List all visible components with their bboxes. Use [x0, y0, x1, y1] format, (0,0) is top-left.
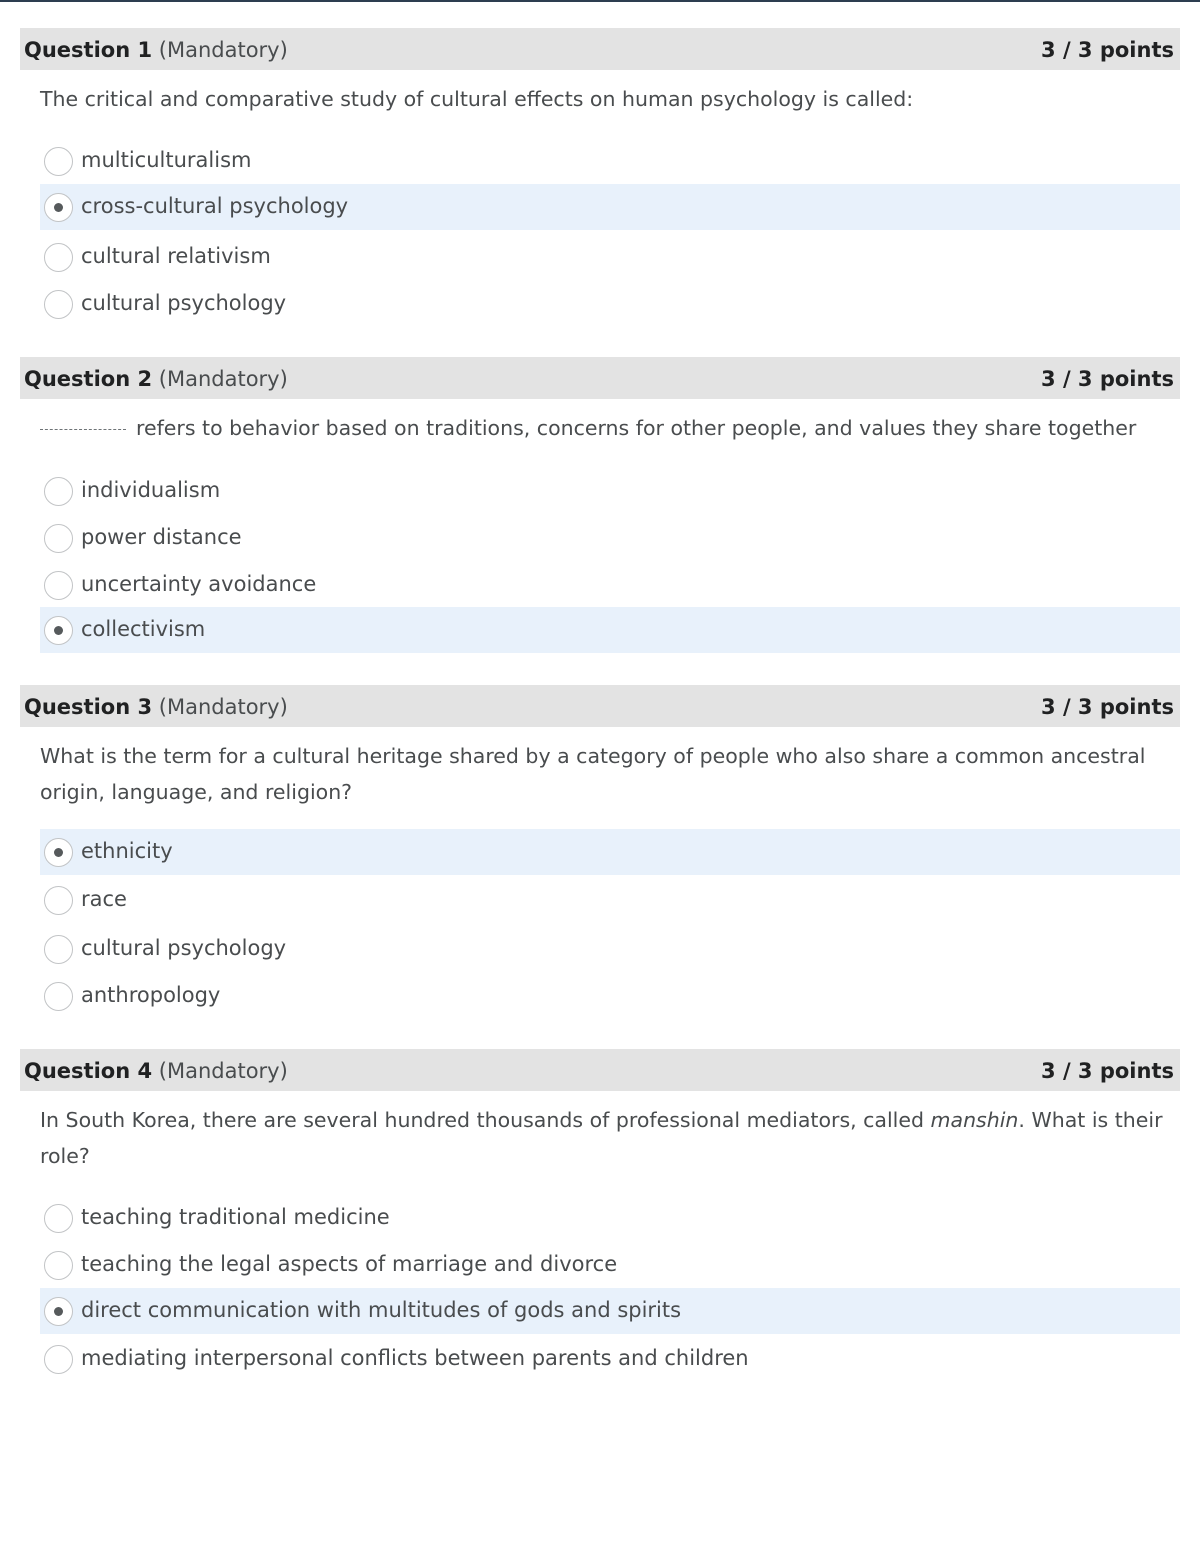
radio-button[interactable] [44, 886, 73, 915]
answer-option[interactable] [40, 973, 1180, 1019]
answer-label: uncertainty avoidance [81, 572, 317, 596]
radio-selected-dot [54, 1307, 63, 1316]
answer-label: direct communication with multitudes of gods and spirits [81, 1298, 682, 1322]
answer-label: teaching the legal aspects of marriage and divorce [81, 1252, 618, 1276]
answer-label: teaching traditional medicine [81, 1205, 390, 1229]
question-text-body: refers to behavior based on traditions, concerns for other people, and values they share together [136, 416, 1137, 440]
answer-option[interactable] [40, 515, 1180, 561]
question-title [24, 1059, 288, 1083]
question-text: What is the term for a cultural heritage shared by a category of people who also share a common ancestral origin, language, and religion? [40, 744, 1146, 804]
answer-label: ethnicity [81, 839, 173, 863]
radio-button[interactable] [44, 935, 73, 964]
question-text [40, 410, 1175, 446]
radio-button[interactable] [44, 1251, 73, 1280]
answer-option[interactable] [40, 138, 1180, 184]
radio-button[interactable] [44, 1297, 73, 1326]
answer-option[interactable] [40, 562, 1180, 608]
radio-button[interactable] [44, 193, 73, 222]
question-mandatory: (Mandatory) [158, 367, 288, 391]
question-title [24, 695, 288, 719]
question-points: 3 / 3 points [1041, 38, 1174, 62]
radio-button[interactable] [44, 477, 73, 506]
question-mandatory: (Mandatory) [158, 38, 288, 62]
question-text-tail: . What is their role? [40, 1108, 1163, 1168]
answer-option[interactable] [40, 468, 1180, 514]
question-mandatory: (Mandatory) [158, 1059, 288, 1083]
radio-button[interactable] [44, 1204, 73, 1233]
fill-in-blank [40, 429, 126, 430]
answer-label: multiculturalism [81, 148, 252, 172]
radio-button[interactable] [44, 524, 73, 553]
answer-option[interactable] [40, 1336, 1180, 1382]
radio-button[interactable] [44, 982, 73, 1011]
radio-button[interactable] [44, 1345, 73, 1374]
question-header [20, 28, 1180, 70]
radio-selected-dot [54, 848, 63, 857]
answer-label: collectivism [81, 617, 206, 641]
top-border [0, 0, 1200, 2]
answer-label: anthropology [81, 983, 221, 1007]
question-number: Question 1 [24, 38, 153, 62]
question-text [40, 1102, 1175, 1174]
answer-label: cultural psychology [81, 936, 287, 960]
question-mandatory: (Mandatory) [158, 695, 288, 719]
question-text-italic: manshin [930, 1108, 1019, 1132]
answer-option[interactable] [40, 877, 1180, 923]
question-number: Question 3 [24, 695, 153, 719]
answer-option[interactable] [40, 281, 1180, 327]
answer-option[interactable] [40, 829, 1180, 875]
radio-button[interactable] [44, 243, 73, 272]
question-points: 3 / 3 points [1041, 695, 1174, 719]
question-header [20, 1049, 1180, 1091]
question-text-body: In South Korea, there are several hundred thousands of professional mediators, called [40, 1108, 931, 1132]
answer-label: individualism [81, 478, 221, 502]
answer-option[interactable] [40, 1195, 1180, 1241]
radio-selected-dot [54, 626, 63, 635]
answer-label: cross-cultural psychology [81, 194, 349, 218]
answer-option[interactable] [40, 184, 1180, 230]
radio-button[interactable] [44, 616, 73, 645]
radio-selected-dot [54, 203, 63, 212]
radio-button[interactable] [44, 838, 73, 867]
question-title [24, 367, 288, 391]
answer-label: power distance [81, 525, 242, 549]
question-points: 3 / 3 points [1041, 367, 1174, 391]
question-text: The critical and comparative study of cultural effects on human psychology is called: [40, 87, 914, 111]
answer-label: mediating interpersonal conflicts between parents and children [81, 1346, 749, 1370]
answer-option[interactable] [40, 1242, 1180, 1288]
question-header [20, 357, 1180, 399]
radio-button[interactable] [44, 147, 73, 176]
question-number: Question 2 [24, 367, 153, 391]
answer-label: cultural relativism [81, 244, 271, 268]
question-number: Question 4 [24, 1059, 153, 1083]
radio-button[interactable] [44, 571, 73, 600]
question-points: 3 / 3 points [1041, 1059, 1174, 1083]
answer-label: cultural psychology [81, 291, 287, 315]
radio-button[interactable] [44, 290, 73, 319]
question-title [24, 38, 288, 62]
answer-option[interactable] [40, 234, 1180, 280]
answer-option[interactable] [40, 1288, 1180, 1334]
question-header [20, 685, 1180, 727]
answer-label: race [81, 887, 127, 911]
answer-option[interactable] [40, 926, 1180, 972]
answer-option[interactable] [40, 607, 1180, 653]
